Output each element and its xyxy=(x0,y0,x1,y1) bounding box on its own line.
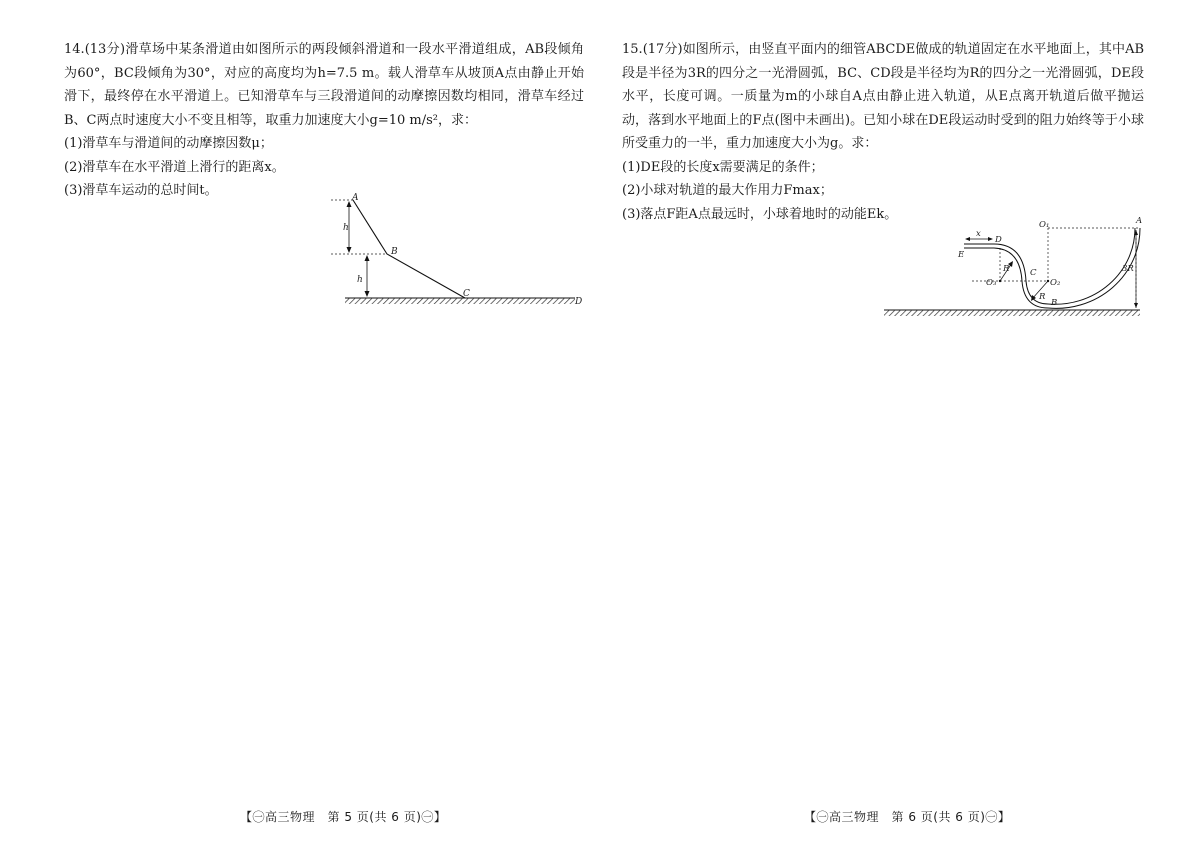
ground-hatch xyxy=(884,310,1140,316)
label-B: B xyxy=(391,247,398,257)
question-14 xyxy=(64,38,584,203)
label-B: B xyxy=(1051,298,1058,308)
label-h-upper: h xyxy=(343,223,349,233)
label-x: x xyxy=(976,229,981,239)
slope-diagram xyxy=(325,192,590,312)
label-O2: O₂ xyxy=(1050,278,1061,288)
label-A: A xyxy=(352,193,359,203)
label-h-lower: h xyxy=(357,275,363,285)
page-footer: 【㊀高三物理 第 5 页(共 6 页)㊀】 xyxy=(240,810,447,824)
subquestion-1: (1)滑草车与滑道间的动摩擦因数μ； xyxy=(64,136,273,151)
question-number: 15. xyxy=(622,42,643,57)
tube-track-diagram xyxy=(882,215,1144,320)
question-15 xyxy=(622,38,1144,226)
question-body: 如图所示，由竖直平面内的细管ABCDE做成的轨道固定在水平地面上，其中AB段是半径为3R的四分之一光滑圆弧，BC、CD段是半径均为R的四分之一光滑圆弧，DE段水平，长度可调。一质量为m的小球自A点由静止进入轨道，从E点离开轨道后做平抛运动，落到水平地面上的F点(图中未画出)。已知小球在DE段运动时受到的阻力始终等于小球所受重力的一半，重力加速度大小为g。求： xyxy=(622,42,1145,151)
label-A: A xyxy=(1136,216,1143,226)
label-D: D xyxy=(575,297,583,307)
label-E: E xyxy=(958,250,965,260)
label-R-upper: R xyxy=(1003,264,1010,274)
subquestion-1: (1)DE段的长度x需要满足的条件； xyxy=(622,159,824,175)
subquestion-2: (2)滑草车在水平滑道上滑行的距离x。 xyxy=(64,159,285,175)
question-points: (13分) xyxy=(84,42,126,57)
label-C: C xyxy=(1030,268,1037,278)
label-O3: O₃ xyxy=(986,278,997,288)
question-body: 滑草场中某条滑道由如图所示的两段倾斜滑道和一段水平滑道组成，AB段倾角为60°，BC段倾角为30°，对应的高度均为h=7.5 m。载人滑草车从坡顶A点由静止开始滑下，最终停在水平滑道上。已知滑草车与三段滑道间的动摩擦因数均相同，滑草车经过B、C两点时速度大小不变且相等，取重力加速度大小g=10 m/s²，求： xyxy=(64,42,584,128)
slope-track xyxy=(353,200,465,298)
question-points: (17分) xyxy=(642,42,683,57)
question-number: 14. xyxy=(64,42,85,57)
label-D: D xyxy=(995,235,1002,245)
subquestion-3: (3)落点F距A点最远时，小球着地时的动能Ek。 xyxy=(622,206,898,222)
label-O1: O₁ xyxy=(1039,220,1050,230)
page-right xyxy=(600,0,1200,848)
ground-hatch xyxy=(345,298,575,304)
page-footer: 【㊀高三物理 第 6 页(共 6 页)㊀】 xyxy=(804,810,1011,824)
subquestion-3: (3)滑草车运动的总时间t。 xyxy=(64,183,218,198)
label-3R: 3R xyxy=(1122,264,1134,274)
label-C: C xyxy=(463,289,470,299)
subquestion-2: (2)小球对轨道的最大作用力Fmax； xyxy=(622,183,833,198)
label-R-lower: R xyxy=(1039,292,1046,302)
